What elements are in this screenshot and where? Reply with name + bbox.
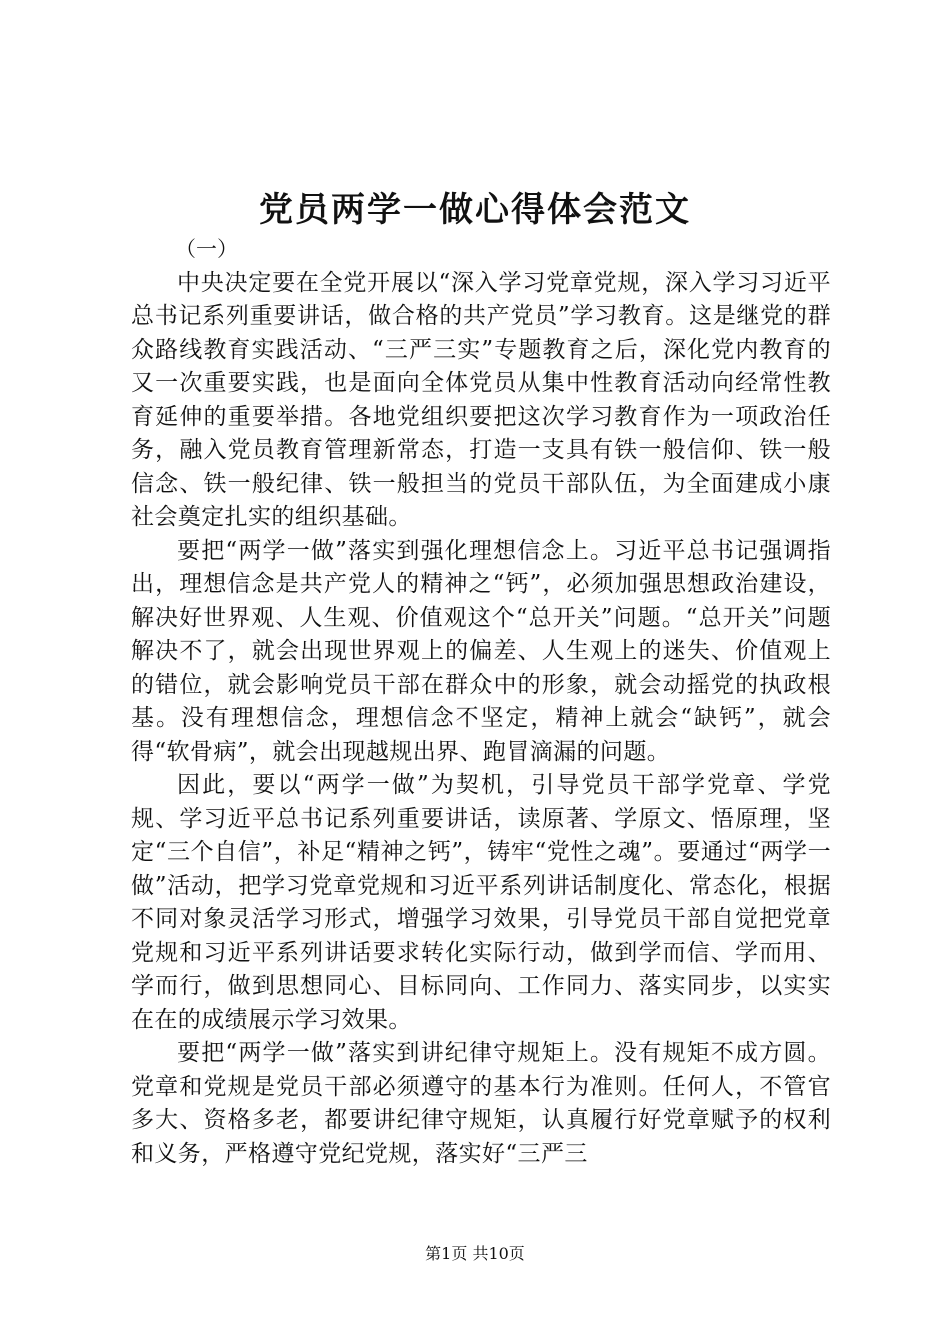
section-heading: （一） (175, 237, 238, 261)
paragraph-4: 要把“两学一做”落实到讲纪律守规矩上。没有规矩不成方圆。党章和党规是党员干部必须遵守的基本行为准则。任何人，不管官多大、资格多老，都要讲纪律守规矩，认真履行好党章赋予的权利和义务，严格遵守党纪党规，落实好“三严三 (131, 1040, 831, 1167)
document-title: 党员两学一做心得体会范文 (259, 190, 691, 230)
paragraph-2: 要把“两学一做”落实到强化理想信念上。习近平总书记强调指出，理想信念是共产党人的精神之“钙”，必须加强思想政治建设，解决好世界观、人生观、价值观这个“总开关”问题。“总开关”问题解决不了，就会出现世界观上的偏差、人生观上的迷失、价值观上的错位，就会影响党员干部在群众中的形象，就会动摇党的执政根基。没有理想信念，理想信念不坚定，精神上就会“缺钙”，就会得“软骨病”，就会出现越规出界、跑冒滴漏的问题。 (131, 537, 831, 765)
page-number-footer: 第1页 共10页 (425, 1244, 525, 1263)
paragraph-1: 中央决定要在全党开展以“深入学习党章党规，深入学习习近平总书记系列重要讲话，做合格的共产党员”学习教育。这是继党的群众路线教育实践活动、“三严三实”专题教育之后，深化党内教育的又一次重要实践，也是面向全体党员从集中性教育活动向经常性教育延伸的重要举措。各地党组织要把这次学习教育作为一项政治任务，融入党员教育管理新常态，打造一支具有铁一般信仰、铁一般信念、铁一般纪律、铁一般担当的党员干部队伍，为全面建成小康社会奠定扎实的组织基础。 (131, 269, 831, 530)
document-body (131, 233, 831, 1171)
paragraph-3: 因此，要以“两学一做”为契机，引导党员干部学党章、学党规、学习近平总书记系列重要讲话，读原著、学原文、悟原理，坚定“三个自信”，补足“精神之钙”，铸牢“党性之魂”。要通过“两学一做”活动，把学习党章党规和习近平系列讲话制度化、常态化，根据不同对象灵活学习形式，增强学习效果，引导党员干部自觉把党章党规和习近平系列讲话要求转化实际行动，做到学而信、学而用、学而行，做到思想同心、目标同向、工作同力、落实同步，以实实在在的成绩展示学习效果。 (131, 772, 831, 1033)
